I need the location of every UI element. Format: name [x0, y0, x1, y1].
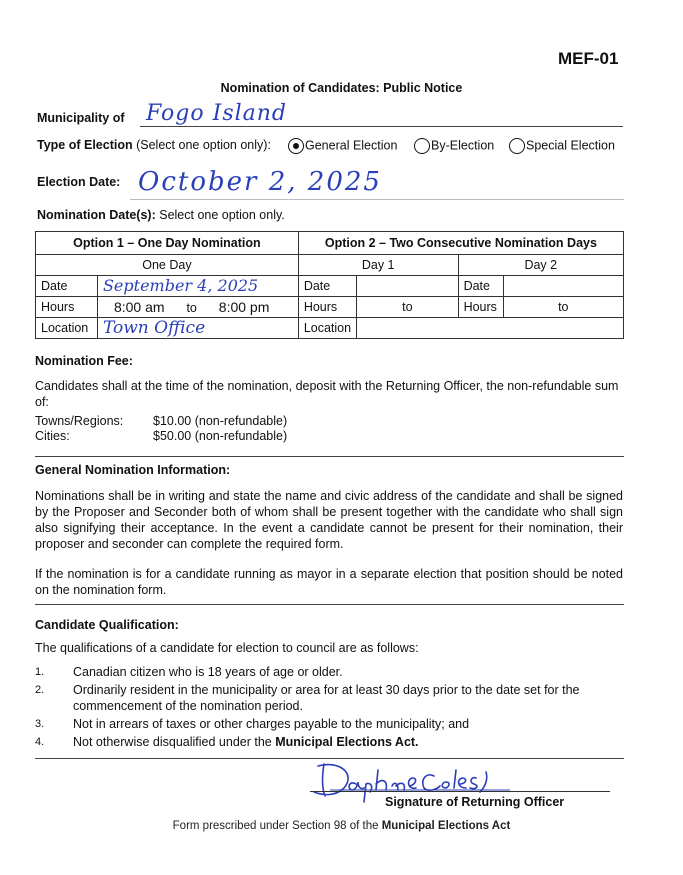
radio-empty-icon[interactable] — [414, 138, 430, 154]
election-option-by[interactable] — [414, 138, 494, 154]
one-day-header: One Day — [36, 255, 299, 276]
list-item — [35, 664, 595, 680]
radio-selected-icon[interactable] — [288, 138, 304, 154]
divider — [35, 604, 624, 605]
location-label: Location — [36, 318, 98, 339]
list-item — [35, 716, 595, 732]
nomination-table — [35, 231, 624, 339]
list-item-text: Ordinarily resident in the municipality or area for at least 30 days prior to the date set for the commencement of the nomination period. — [73, 683, 580, 713]
day1-header: Day 1 — [298, 255, 458, 276]
form-id: MEF-01 — [558, 49, 619, 68]
fee-row-cities-label: Cities: — [35, 429, 70, 443]
option1-header: Option 1 – One Day Nomination — [36, 232, 299, 255]
list-item-number: 1. — [35, 666, 45, 678]
fee-title: Nomination Fee: — [35, 354, 133, 368]
page-title: Nomination of Candidates: Public Notice — [220, 81, 463, 95]
election-type-label: Type of Election — [37, 138, 133, 152]
nomination-dates-label: Nomination Date(s): — [37, 208, 156, 222]
election-type-instruction: (Select one option only): — [136, 138, 271, 152]
hours-label: Hours — [458, 297, 503, 318]
date-label: Date — [298, 276, 356, 297]
general-title: General Nomination Information: — [35, 463, 231, 477]
list-item-text: Not otherwise disqualified under the — [73, 735, 276, 749]
hours-label: Hours — [36, 297, 98, 318]
election-option-special[interactable] — [509, 138, 615, 154]
qualification-list — [35, 664, 595, 752]
election-date-value: October 2, 2025 — [138, 167, 382, 197]
day2-header: Day 2 — [458, 255, 623, 276]
fee-row-towns-label: Towns/Regions: — [35, 414, 124, 428]
election-option-label: General Election — [305, 138, 398, 153]
election-type-row — [37, 138, 271, 152]
signature-line — [310, 791, 610, 792]
fee-row-towns-amount: $10.00 (non-refundable) — [153, 414, 288, 428]
nomination-dates-instruction: Select one option only. — [159, 208, 285, 222]
list-item-number: 3. — [35, 718, 45, 730]
footer-text: Form prescribed under Section 98 of the — [172, 820, 382, 832]
election-option-label: By-Election — [431, 138, 495, 153]
option2-location-cell — [357, 318, 624, 339]
municipality-value: Fogo Island — [146, 101, 288, 126]
signature-label: Signature of Returning Officer — [385, 795, 565, 809]
radio-empty-icon[interactable] — [509, 138, 525, 154]
fee-text: Candidates shall at the time of the nomination, deposit with the Returning Officer, the non-refundable sum of: — [35, 379, 619, 409]
date-label: Date — [36, 276, 98, 297]
general-paragraph-1: Nominations shall be in writing and state the name and civic address of the candidate and shall be signed by the Proposer and Seconder both of whom shall be present together with the candidate who shall sign also signifying their acceptance. In the event a candidate cannot be present for their nomination, their proposer and seconder can complete the required form. — [35, 489, 623, 551]
location-label: Location — [298, 318, 356, 339]
option1-location-value: Town Office — [97, 318, 298, 339]
list-item-text: Not in arrears of taxes or other charges payable to the municipality; and — [73, 717, 470, 731]
day2-date-cell — [503, 276, 623, 297]
election-option-general[interactable] — [288, 138, 397, 154]
option1-date-value: September 4, 2025 — [97, 276, 298, 297]
option2-header: Option 2 – Two Consecutive Nomination Days — [298, 232, 623, 255]
list-item-text: Canadian citizen who is 18 years of age or older. — [73, 665, 343, 679]
qualification-title: Candidate Qualification: — [35, 618, 179, 632]
day1-hours-to: to — [357, 297, 459, 318]
option1-end-time: 8:00 pm — [218, 299, 270, 315]
day2-hours-to: to — [503, 297, 623, 318]
election-date-label: Election Date: — [37, 175, 121, 189]
election-date-line — [130, 199, 624, 200]
act-name: Municipal Elections Act. — [275, 735, 419, 749]
municipality-line — [140, 126, 623, 127]
hours-to: to — [186, 301, 197, 315]
list-item — [35, 734, 595, 750]
fee-row-cities-amount: $50.00 (non-refundable) — [153, 429, 288, 443]
signature-text: Daphne Coles — [300, 756, 307, 757]
footer — [0, 820, 683, 832]
municipality-label: Municipality of — [37, 111, 125, 125]
divider — [35, 456, 624, 457]
list-item — [35, 682, 595, 714]
nomination-dates-row — [37, 208, 285, 222]
footer-act-name: Municipal Elections Act — [381, 820, 511, 832]
option1-hours — [97, 297, 298, 318]
option1-start-time: 8:00 am — [113, 299, 165, 315]
list-item-number: 4. — [35, 736, 45, 748]
general-paragraph-2: If the nomination is for a candidate running as mayor in a separate election that position should be noted on the nomination form. — [35, 567, 623, 597]
election-option-label: Special Election — [526, 138, 615, 153]
hours-label: Hours — [298, 297, 356, 318]
date-label: Date — [458, 276, 503, 297]
list-item-number: 2. — [35, 684, 45, 696]
day1-date-cell — [357, 276, 459, 297]
qualification-intro: The qualifications of a candidate for election to council are as follows: — [35, 641, 419, 655]
